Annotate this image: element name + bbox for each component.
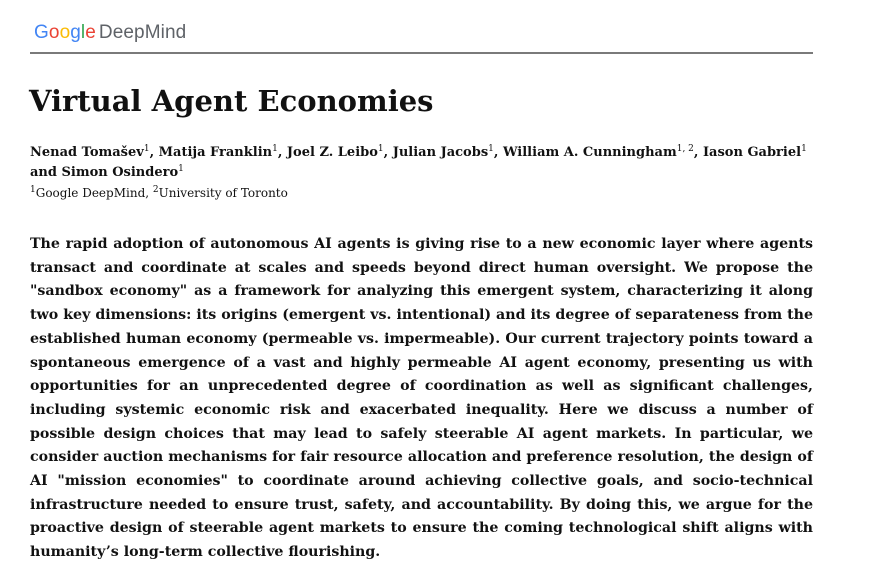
affiliation-list	[30, 186, 288, 200]
author-final-separator: and	[30, 165, 62, 180]
header-divider	[30, 52, 813, 54]
author-name: Julian Jacobs	[392, 145, 489, 160]
author-separator: ,	[383, 145, 393, 160]
logo-letter: e	[85, 22, 96, 43]
logo-suffix: DeepMind	[98, 22, 187, 43]
affiliation-name: University of Toronto	[158, 186, 288, 200]
affiliation-name: Google DeepMind	[35, 186, 146, 200]
author-name: Iason Gabriel	[702, 145, 802, 160]
author-affil-mark: 1	[801, 144, 807, 154]
logo-letter: l	[80, 22, 86, 43]
author-name: Matija Franklin	[158, 145, 273, 160]
paper-title: Virtual Agent Economies	[29, 84, 434, 118]
author-separator: ,	[493, 145, 503, 160]
author-name: Nenad Tomašev	[30, 145, 144, 160]
author-separator: ,	[149, 145, 159, 160]
author-affil-mark: 1	[377, 144, 384, 154]
affiliation-mark: 1	[30, 185, 36, 195]
author-affil-mark: 1	[143, 144, 150, 154]
author-list	[30, 143, 820, 183]
google-deepmind-logo	[34, 22, 186, 44]
author-separator: ,	[277, 145, 287, 160]
author-name: Simon Osindero	[61, 165, 179, 180]
affiliation-separator: ,	[145, 186, 153, 200]
logo-letter: o	[48, 22, 60, 43]
author-separator: ,	[693, 145, 703, 160]
author-name: Joel Z. Leibo	[286, 145, 378, 160]
logo-letter: o	[59, 22, 71, 43]
author-affil-mark: 1, 2	[676, 144, 694, 154]
logo-letter: g	[70, 22, 81, 43]
author-affil-mark: 1	[272, 144, 278, 154]
author-affil-mark: 1	[178, 164, 184, 174]
author-name: William A. Cunningham	[502, 145, 677, 160]
logo-letter: G	[34, 22, 49, 43]
abstract-text: The rapid adoption of autonomous AI agents is giving rise to a new economic layer where agents transact and coordinate at scales and speeds beyond direct human oversight. We propose the "sandbox economy" as a framework for analyzing this emergent system, characterizing it along two key dimensions: its origins (emergent vs. intentional) and its degree of separateness from the established human economy (permeable vs. impermeable). Our current trajectory points toward a spontaneous emergence of a vast and highly permeable AI agent economy, presenting us with opportunities for an unprecedented degree of coordination as well as significant challenges, including systemic economic risk and exacerbated inequality. Here we discuss a number of possible design choices that may lead to safely steerable AI agent markets. In particular, we consider auction mechanisms for fair resource allocation and preference resolution, the design of AI "mission economies" to coordinate around achieving collective goals, and socio-technical infrastructure needed to ensure trust, safety, and accountability. By doing this, we argue for the proactive design of steerable agent markets to ensure the coming technological shift aligns with humanity’s long-term collective flourishing.	[30, 236, 813, 561]
author-affil-mark: 1	[488, 144, 494, 154]
affiliation-mark: 2	[152, 185, 159, 195]
